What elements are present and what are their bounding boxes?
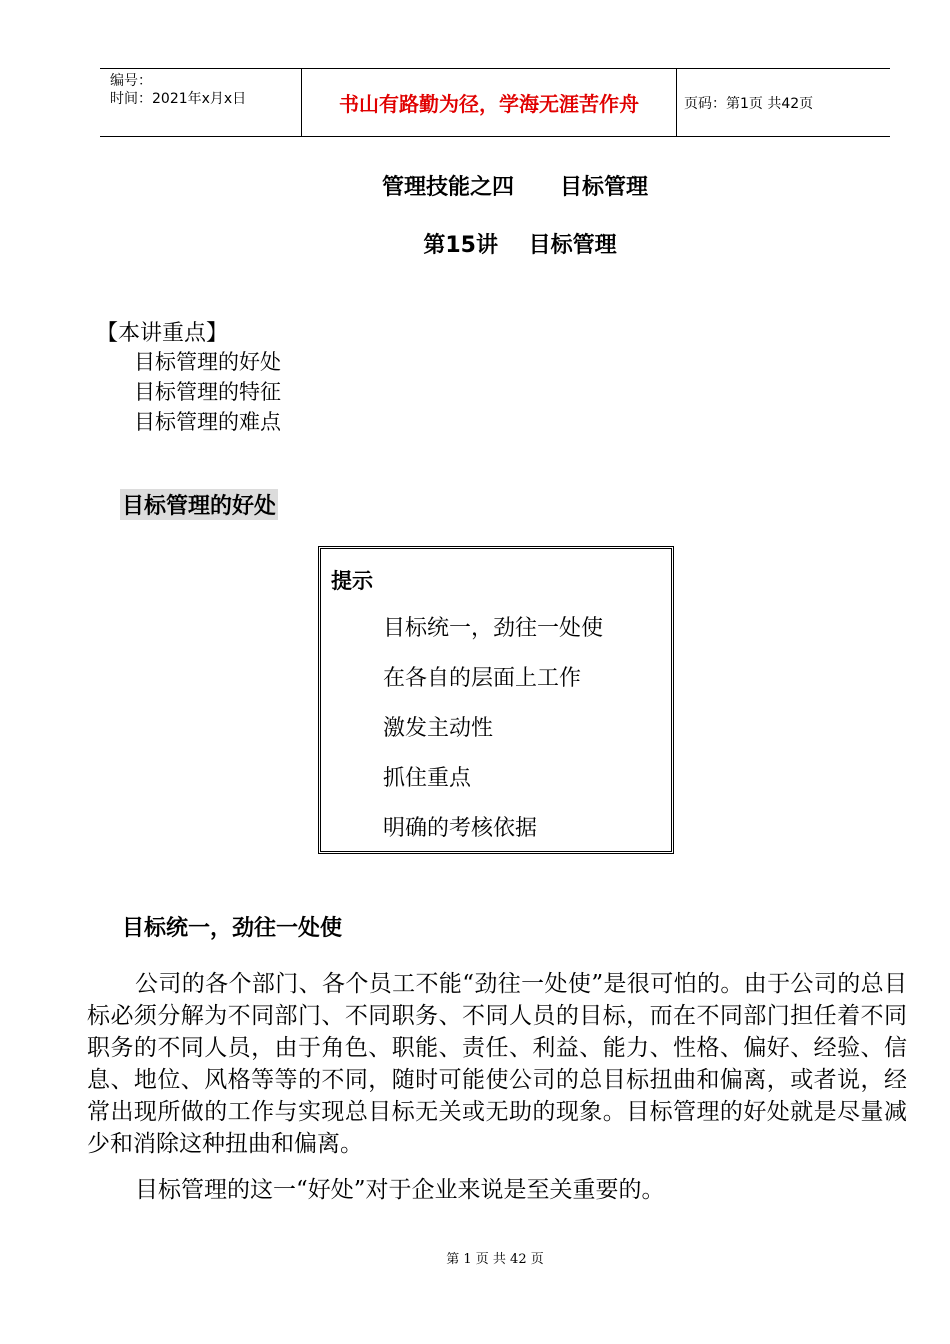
tip-item: 抓住重点: [383, 766, 472, 791]
header-motto: 书山有路勤为径，学海无涯苦作舟: [339, 92, 639, 116]
document-header: [100, 68, 890, 137]
tip-item: 明确的考核依据: [383, 816, 538, 841]
tip-item: 在各自的层面上工作: [383, 666, 582, 691]
lecture-title: 第15讲 目标管理: [423, 233, 617, 258]
document-number-label: 编号：: [110, 73, 152, 89]
header-divider: [676, 69, 677, 136]
tip-box: [318, 546, 674, 854]
section-heading: 目标管理的好处: [120, 489, 278, 520]
tip-box-title: 提示: [331, 569, 373, 593]
tip-item: 目标统一，劲往一处使: [383, 616, 604, 641]
header-info: [110, 72, 246, 108]
header-page-label: 页码：第1页 共42页: [684, 96, 814, 112]
key-point-item: 目标管理的好处: [134, 350, 281, 374]
section-heading: 目标统一，劲往一处使: [122, 916, 343, 941]
body-paragraph: 公司的各个部门、各个员工不能“劲往一处使”是很可怕的。由于公司的总目标必须分解为不同部门、不同职务、不同人员的目标，而在不同部门担任着不同职务的不同人员，由于角色、职能、责任、利益、能力、性格、偏好、经验、信息、地位、风格等等的不同，随时可能使公司的总目标扭曲和偏离，或者说，经常出现所做的工作与实现总目标无关或无助的现象。目标管理的好处就是尽量减少和消除这种扭曲和偏离。: [87, 971, 907, 1157]
key-point-item: 目标管理的特征: [134, 380, 281, 404]
page-footer: 第 1 页 共 42 页: [446, 1252, 544, 1267]
document-title: 管理技能之四 目标管理: [382, 175, 648, 200]
body-paragraph: 目标管理的这一“好处”对于企业来说是至关重要的。: [135, 1177, 665, 1203]
document-time-label: 时间：2021年x月x日: [110, 91, 247, 107]
tip-item: 激发主动性: [383, 716, 494, 741]
key-points: [96, 316, 281, 437]
key-points-heading: 【本讲重点】: [96, 321, 229, 346]
key-point-item: 目标管理的难点: [134, 410, 281, 434]
